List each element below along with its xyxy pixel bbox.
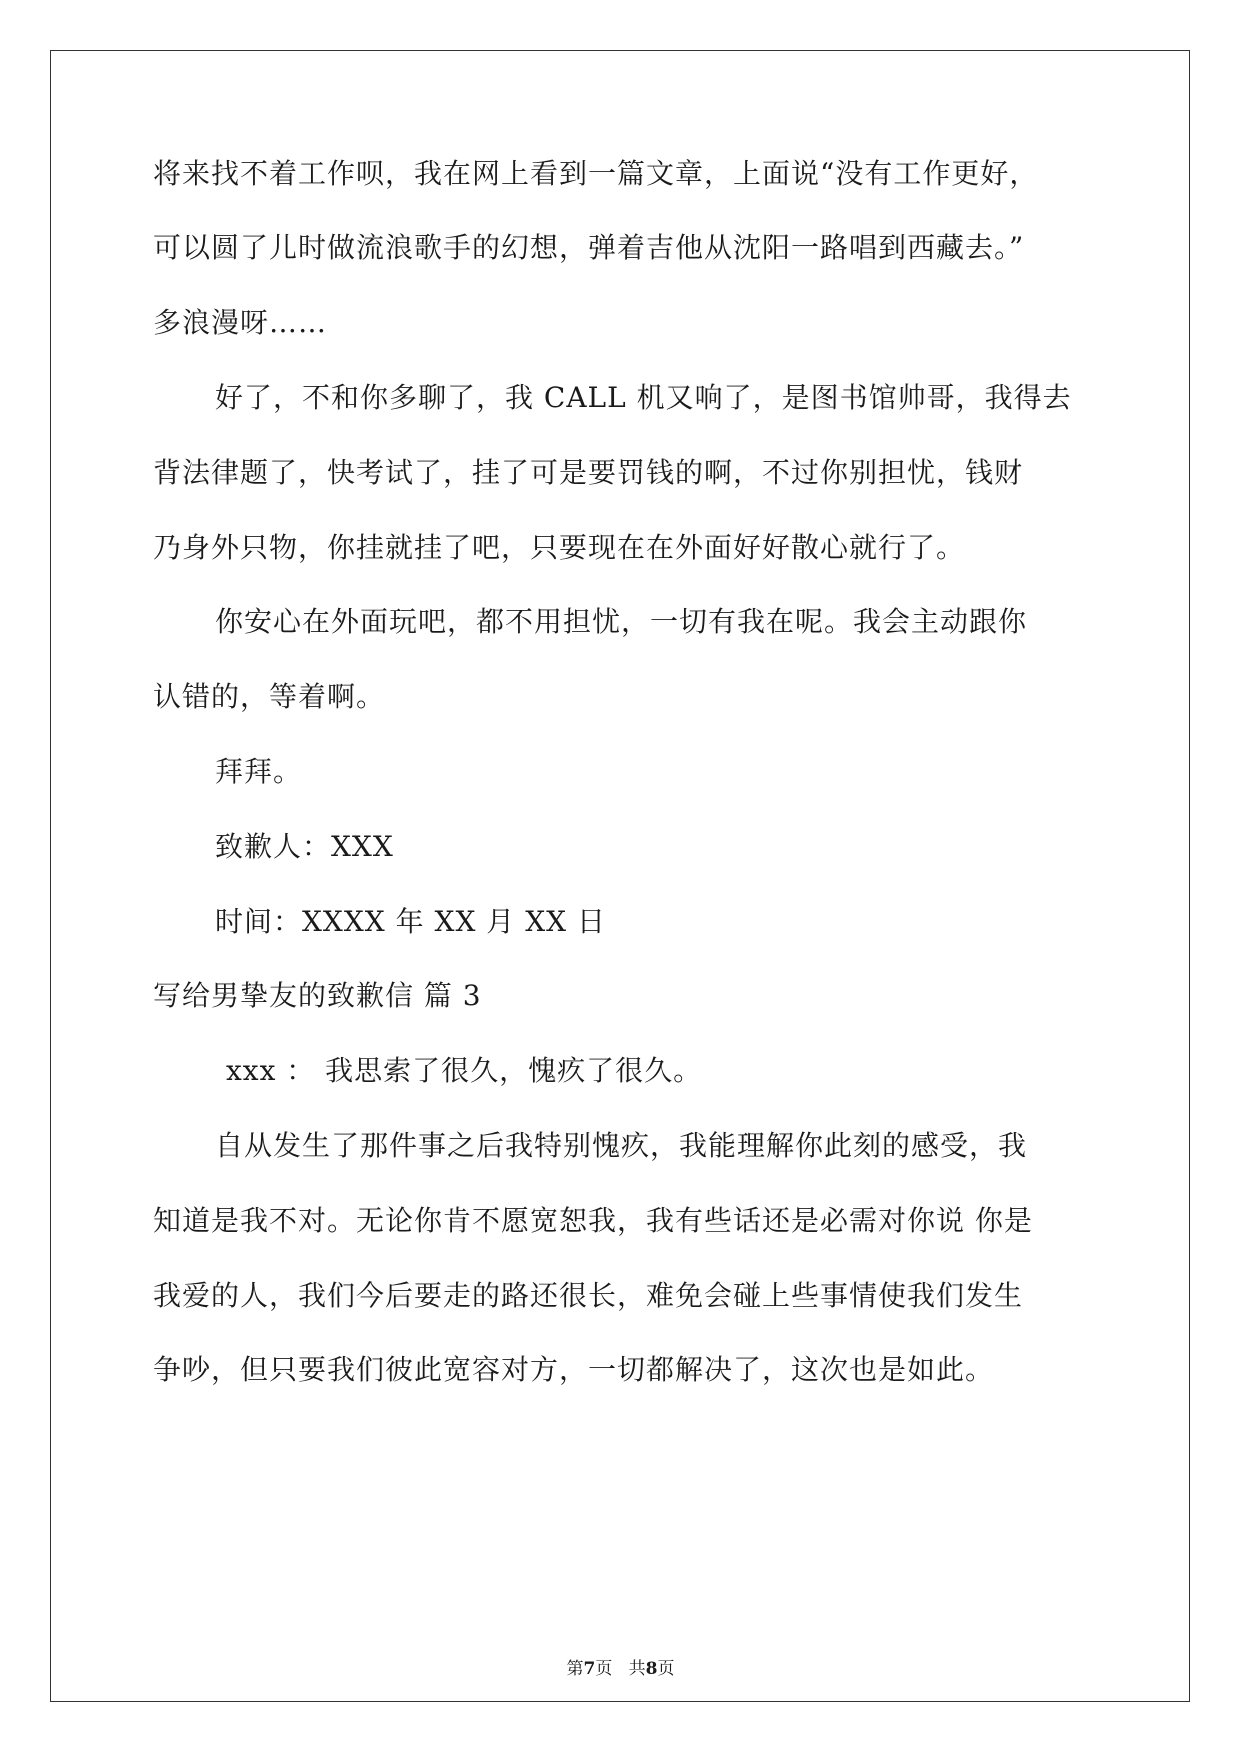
section-heading: 写给男挚友的致歉信 篇 3: [153, 979, 482, 1012]
text-line: 认错的，等着啊。: [153, 680, 386, 713]
text-line: 自从发生了那件事之后我特别愧疚，我能理解你此刻的感受，我: [215, 1129, 1028, 1162]
text-line: 争吵，但只要我们彼此宽容对方，一切都解决了，这次也是如此。: [153, 1353, 995, 1386]
date-line: 时间：XXXX 年 XX 月 XX 日: [215, 905, 606, 938]
text-line: 将来找不着工作呗，我在网上看到一篇文章，上面说“没有工作更好，: [153, 157, 1039, 190]
text-line: 好了，不和你多聊了，我 CALL 机又响了，是图书馆帅哥，我得去: [215, 381, 1072, 414]
text-line: 可以圆了儿时做流浪歌手的幻想，弹着吉他从沈阳一路唱到西藏去。”: [153, 231, 1025, 264]
text-line: 你安心在外面玩吧，都不用担忧，一切有我在呢。我会主动跟你: [215, 605, 1028, 638]
footer-prefix: 第: [566, 1659, 584, 1679]
total-page-number: 8: [645, 1659, 658, 1679]
signature-line: 致歉人：XXX: [215, 830, 394, 863]
footer-mid: 页 共: [595, 1659, 646, 1679]
text-line: 我爱的人，我们今后要走的路还很长，难免会碰上些事情使我们发生: [153, 1279, 1024, 1312]
page-border: [50, 50, 1190, 1702]
text-line: 知道是我不对。无论你肯不愿宽恕我，我有些话还是必需对你说 你是: [153, 1204, 1033, 1237]
salutation-line: xxx ： 我思索了很久，愧疚了很久。: [226, 1054, 703, 1087]
page-footer: [0, 1658, 1241, 1680]
text-line: 乃身外只物，你挂就挂了吧，只要现在在外面好好散心就行了。: [153, 531, 966, 564]
text-line: 多浪漫呀……: [153, 306, 328, 339]
text-line: 拜拜。: [215, 755, 303, 788]
current-page-number: 7: [583, 1659, 596, 1679]
text-line: 背法律题了，快考试了，挂了可是要罚钱的啊，不过你别担忧，钱财: [153, 456, 1024, 489]
footer-suffix: 页: [657, 1659, 675, 1679]
